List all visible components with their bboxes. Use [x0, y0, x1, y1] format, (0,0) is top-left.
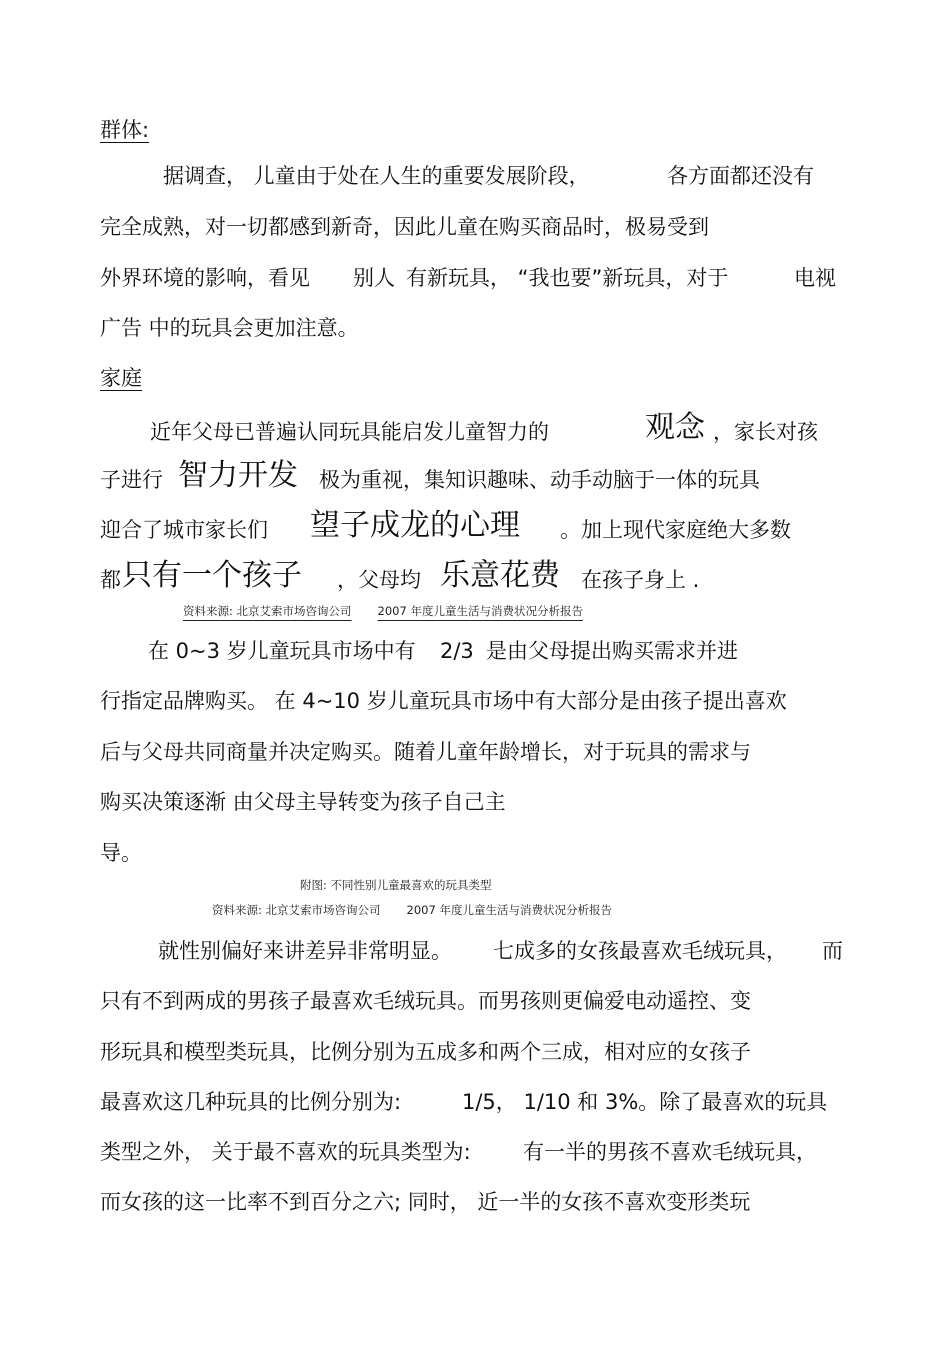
- para4-line4b: 1/5， 1/10 和 3%。除了最喜欢的玩具: [462, 1090, 828, 1114]
- para4-line5b: 有一半的男孩不喜欢毛绒玩具，: [523, 1140, 817, 1164]
- para2-line4e: 在孩子身上 .: [581, 568, 700, 592]
- para1-line4: 广告 中的玩具会更加注意。: [100, 316, 359, 340]
- source2-label: 资料来源: 北京艾索市场咨询公司: [212, 903, 381, 917]
- para2-line1c: ，家长对孩: [713, 420, 818, 444]
- section-heading-group: [100, 116, 171, 144]
- para4-line4a: 最喜欢这几种玩具的比例分别为:: [100, 1090, 402, 1114]
- para3-line2: 行指定品牌购买。 在 4~10 岁儿童玩具市场中有大部分是由孩子提出喜欢: [100, 689, 787, 713]
- para2-line1b-emphasis: 观念: [645, 410, 705, 445]
- para2-line3c: 。加上现代家庭绝大多数: [560, 518, 791, 542]
- section-heading-family: [100, 364, 148, 392]
- para2-line4c: ，父母均: [337, 568, 421, 592]
- para2-line2a: 子进行: [100, 468, 163, 492]
- source-note-2: [212, 902, 612, 918]
- para3-line5: 导。: [100, 841, 142, 865]
- para4-line1a: 就性别偏好来讲差异非常明显。: [158, 939, 452, 963]
- para1-line3a: 外界环境的影响，看见: [100, 266, 310, 290]
- para1-line1a: 据调查， 儿童由于处在人生的重要发展阶段，: [163, 164, 590, 188]
- para3-line1a: 在 0~3 岁儿童玩具市场中有: [148, 639, 416, 663]
- para4-line2: 只有不到两成的男孩子最喜欢毛绒玩具。而男孩则更偏爱电动遥控、变: [100, 989, 751, 1013]
- para2-line4b-emphasis: 只有一个孩子: [122, 558, 302, 593]
- para2-line4d-emphasis: 乐意花费: [440, 558, 560, 593]
- para3-line1c: 是由父母提出购买需求并进: [486, 639, 738, 663]
- para4-line3: 形玩具和模型类玩具，比例分别为五成多和两个三成，相对应的女孩子: [100, 1040, 751, 1064]
- para2-line2b-emphasis: 智力开发: [178, 458, 298, 493]
- para1-line2: 完全成熟，对一切都感到新奇，因此儿童在购买商品时，极易受到: [100, 215, 709, 239]
- para4-line6: 而女孩的这一比率不到百分之六; 同时， 近一半的女孩不喜欢变形类玩: [100, 1190, 751, 1214]
- para2-line3a: 迎合了城市家长们: [100, 518, 268, 542]
- para4-line1c: 而: [822, 939, 843, 963]
- para3-line3: 后与父母共同商量并决定购买。随着儿童年龄增长，对于玩具的需求与: [100, 740, 751, 764]
- para2-line3b-emphasis: 望子成龙的心理: [310, 508, 520, 543]
- para2-line2c: 极为重视，集知识趣味、动手动脑于一体的玩具: [319, 468, 760, 492]
- source-note-1: [183, 603, 605, 619]
- family-heading-text: 家庭: [100, 366, 142, 390]
- figure-caption: 附图: 不同性别儿童最喜欢的玩具类型: [300, 878, 492, 892]
- para1-line3c: 有新玩具， “我也要”新玩具，对于: [406, 266, 729, 290]
- para3-line1b: 2/3: [440, 639, 474, 663]
- para1-line1b: 各方面都还没有: [667, 164, 814, 188]
- group-heading-text: 群体:: [100, 118, 150, 142]
- para3-line4: 购买决策逐渐 由父母主导转变为孩子自己主: [100, 790, 506, 814]
- para4-line5a: 类型之外， 关于最不喜欢的玩具类型为:: [100, 1140, 471, 1164]
- source1-label: 资料来源: 北京艾索市场咨询公司: [183, 604, 352, 618]
- para4-line1b: 七成多的女孩最喜欢毛绒玩具，: [493, 939, 787, 963]
- para2-line4a: 都: [100, 568, 121, 592]
- source1-report: 2007 年度儿童生活与消费状况分析报告: [377, 604, 583, 618]
- para2-line1a: 近年父母已普遍认同玩具能启发儿童智力的: [150, 420, 549, 444]
- source2-report: 2007 年度儿童生活与消费状况分析报告: [406, 903, 612, 917]
- para1-line3d: 电视: [794, 266, 836, 290]
- para1-line3b: 别人: [353, 266, 395, 290]
